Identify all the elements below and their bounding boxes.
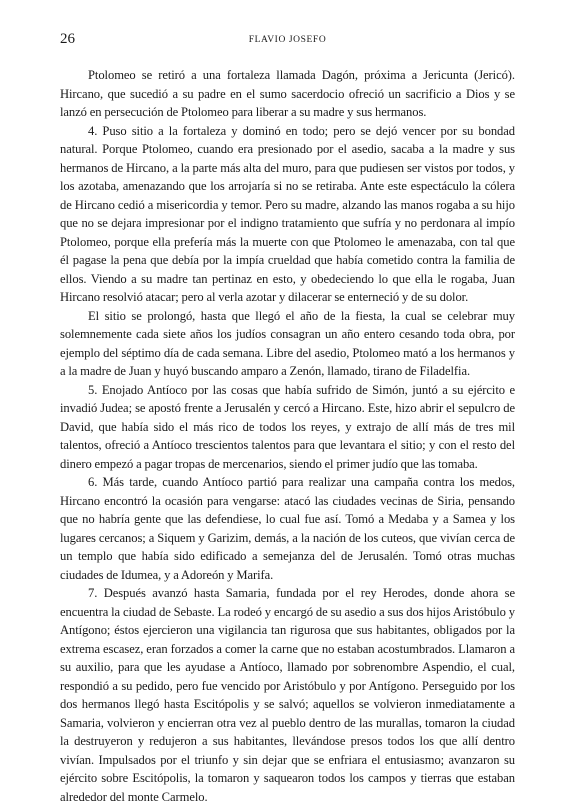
paragraph: 7. Después avanzó hasta Samaria, fundada por el rey Herodes, donde ahora se encuentra la ciudad de Sebaste. La rodeó y encargó de su asedio a sus dos hijos Aristóbulo y Antígono; éstos ejercieron una vigilancia tan rigurosa que sus habitantes, obligados por la extrema escasez, eran forzados a comer la carne que no estaban acostumbrados. Llamaron a su auxilio, para que les ayudase a Antíoco, llamado por sobrenombre Aspendio, el cual, respondió a su pedido, pero fue vencido por Aristóbulo y por Antígono. Perseguido por los dos hermanos llegó hasta Escitópolis y se salvó; aquellos se volvieron inmediatamente a Samaria, volvieron y encierran otra vez al pueblo dentro de las murallas, tomaron la ciudad la destruyeron y redujeron a sus habitantes, llevándose presos todos los que allí dentro vivían. Impulsados por el triunfo y sin dejar que se enfriara el entusiasmo; avanzaron su ejército sobre Escitópolis, la tomaron y saquearon todos los campos y tierras que estaban alrededor del monte Carmelo. <box>60 586 515 804</box>
page-number: 26 <box>60 31 75 47</box>
paragraph: 5. Enojado Antíoco por las cosas que había sufrido de Simón, juntó a su ejército e invadió Judea; se apostó frente a Jerusalén y cercó a Hircano. Este, hizo abrir el sepulcro de David, que había sido el más rico de todos los reyes, y extrajo de allí más de tres mil talentos, ofreció a Antíoco trescientos talentos para que levantara el sitio; y con el resto del dinero empezó a pagar tropas de mercenarios, siendo el primer judío que las tomaba. <box>60 382 515 471</box>
paragraph: 6. Más tarde, cuando Antíoco partió para realizar una campaña contra los medos, Hircano encontró la ocasión para vengarse: atacó las ciudades vecinas de Siria, pensando que no habría gente que las defendiese, lo cual fue así. Tomó a Medaba y a Samea y los lugares cercanos; a Siquem y Garizim, demás, a la nación de los cuteos, que vivían cerca de un templo que había sido edificado a semejanza del de Jerusalén. Tomó otras muchas ciudades de Idumea, y a Adoreón y Marifa. <box>60 475 515 582</box>
running-head: FLAVIO JOSEFO <box>248 35 327 45</box>
paragraph: Ptolomeo se retiró a una fortaleza llamada Dagón, próxima a Jericunta (Jericó). Hircano, que sucedió a su padre en el sumo sacerdocio ofreció un sacrificio a Dios y se lanzó en persecución de Ptolomeo para liberar a su madre y sus hermanos. <box>60 68 515 119</box>
body-text <box>60 66 515 806</box>
paragraph: El sitio se prolongó, hasta que llegó el año de la fiesta, la cual se celebrar muy solemnemente cada siete años los judíos consagran un año entero cesando toda obra, por ejemplo del séptimo día de cada semana. Libre del asedio, Ptolomeo mató a los hermanos y a la madre de Juan y huyó buscando amparo a Zenón, llamado, tirano de Filadelfia. <box>60 308 515 378</box>
page-header <box>60 30 515 50</box>
paragraph: 4. Puso sitio a la fortaleza y dominó en todo; pero se dejó vencer por su bondad natural. Porque Ptolomeo, cuando era presionado por el asedio, sacaba a la madre y sus hermanos de Hircano, a la parte más alta del muro, para que pudiesen ser vistos por todos, y los azotaba, amenazando que los arrojaría si no se retiraba. Ante este espectáculo la cólera de Hircano cedió a misericordia y temor. Pero su madre, alzando las manos rogaba a su hijo que no se dejara impresionar por el indigno tratamiento que sufría y no perdonara al impío Ptolomeo, porque ella prefería más la muerte con que Ptolomeo le amenazaba, con tal que él pagase la pena que debía por la impía crueldad que había cometido contra la familia de ellos. Viendo a su madre tan pertinaz en esto, y obedeciendo lo que ella le rogaba, Juan Hircano resolvió atacar; pero al verla azotar y dilacerar se enterneció y de su dolor. <box>60 123 515 304</box>
